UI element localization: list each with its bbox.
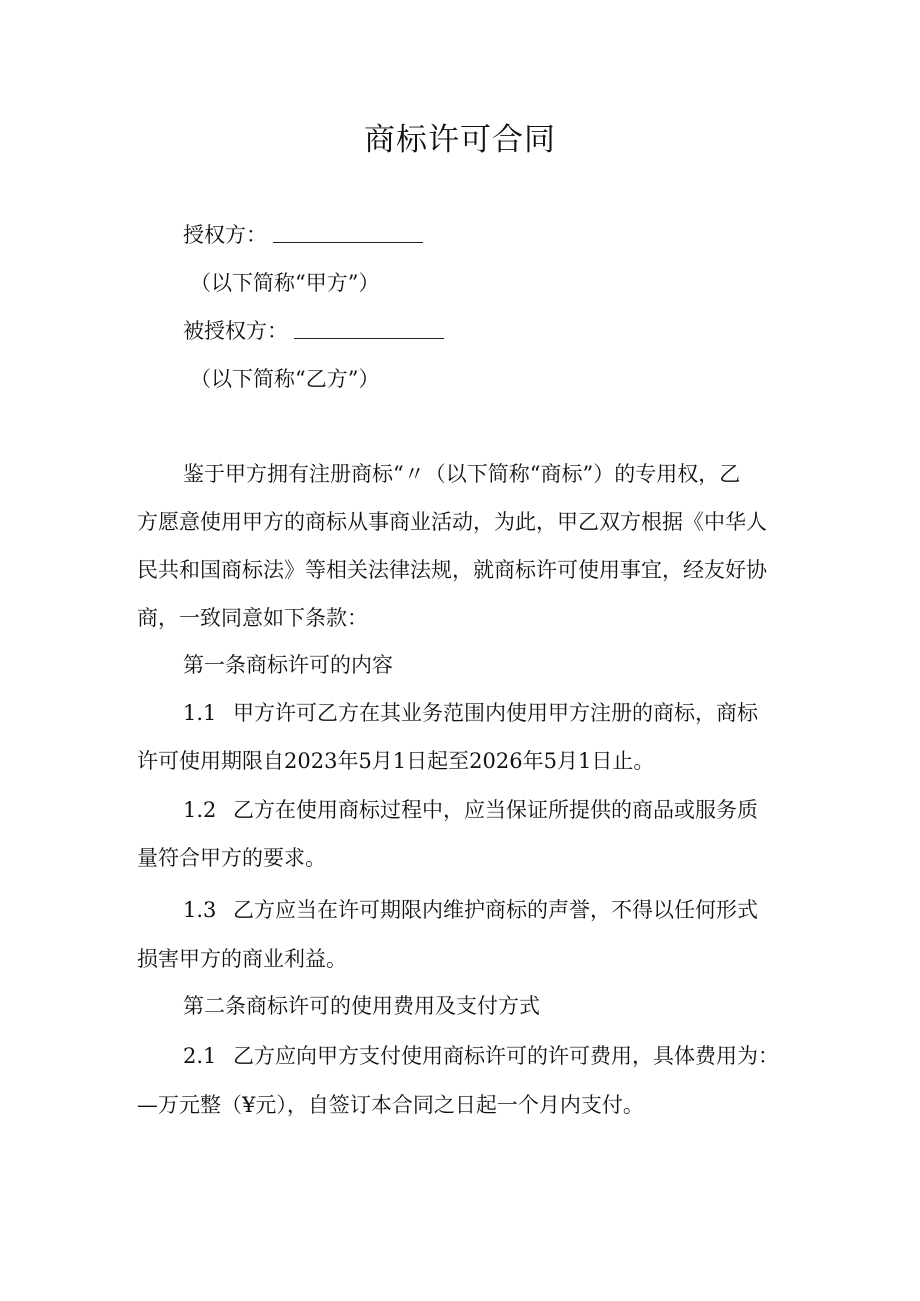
clause-number: 2.1 <box>183 1044 217 1068</box>
licensee-label: 被授权方： <box>183 319 288 343</box>
licensee-blank-field <box>294 318 444 339</box>
clause-1-3 <box>183 895 758 925</box>
licensor-label: 授权方： <box>183 223 267 247</box>
clause-number: 1.3 <box>183 898 217 922</box>
licensor-alias: （以下简称“甲方”） <box>190 271 380 295</box>
clause-1-2-cont: 量符合甲方的要求。 <box>137 846 326 870</box>
article-2-heading: 第二条商标许可的使用费用及支付方式 <box>183 994 540 1018</box>
clause-text: 乙方在使用商标过程中，应当保证所提供的商品或服务质 <box>233 798 758 822</box>
clause-text: 甲方许可乙方在其业务范围内使用甲方注册的商标，商标 <box>233 701 758 725</box>
article-1-heading: 第一条商标许可的内容 <box>183 653 393 677</box>
clause-number: 1.1 <box>183 701 217 725</box>
clause-text: 乙方应向甲方支付使用商标许可的许可费用，具体费用为： <box>233 1044 779 1068</box>
licensor-line <box>183 220 423 250</box>
licensor-blank-field <box>273 222 423 243</box>
preamble-line: 鉴于甲方拥有注册商标“〃（以下简称“商标”）的专用权，乙 <box>183 462 741 486</box>
preamble-line: 商，一致同意如下条款： <box>137 606 368 630</box>
document-title: 商标许可合同 <box>364 122 556 158</box>
preamble-line: 方愿意使用甲方的商标从事商业活动，为此，甲乙双方根据《中华人 <box>137 510 767 534</box>
clause-1-1-cont: 许可使用期限自2023年5月1日起至2026年5月1日止。 <box>137 749 655 773</box>
clause-2-1 <box>183 1041 779 1071</box>
clause-text: 乙方应当在许可期限内维护商标的声誉，不得以任何形式 <box>233 898 758 922</box>
preamble-line: 民共和国商标法》等相关法律法规，就商标许可使用事宜，经友好协 <box>137 558 767 582</box>
clause-1-3-cont: 损害甲方的商业利益。 <box>137 947 347 971</box>
clause-1-2 <box>183 795 758 825</box>
clause-1-1 <box>183 698 758 728</box>
licensee-line <box>183 316 444 346</box>
licensee-alias: （以下简称“乙方”） <box>190 367 380 391</box>
clause-2-1-cont: —万元整（¥元），自签订本合同之日起一个月内支付。 <box>137 1093 644 1117</box>
clause-number: 1.2 <box>183 798 217 822</box>
